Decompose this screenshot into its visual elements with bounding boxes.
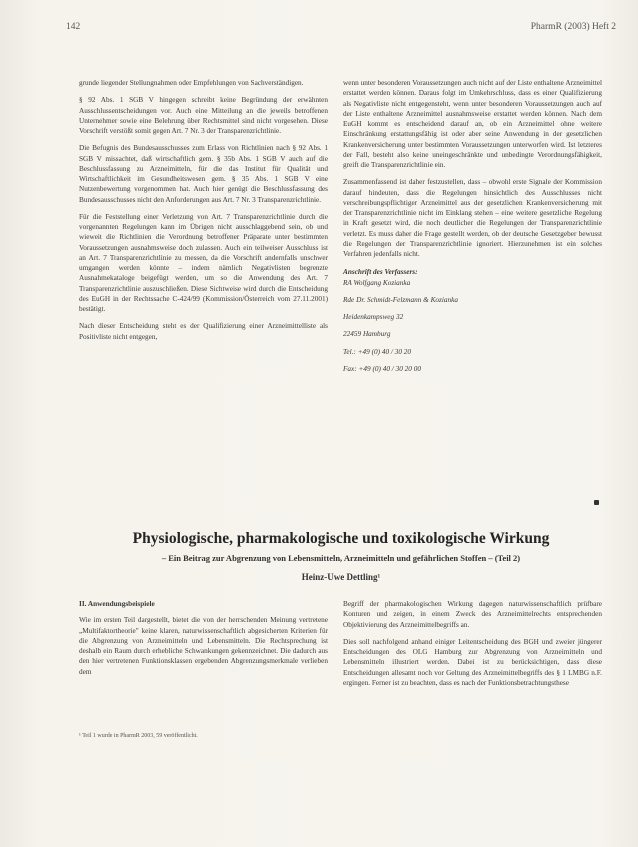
address-line: RA Wolfgang Kozianka <box>343 278 411 287</box>
paragraph: Nach dieser Entscheidung steht es der Qualifizierung einer Arzneimittelliste als Positivliste nicht entgegen, <box>79 322 328 341</box>
section-heading: II. Anwendungsbeispiele <box>79 600 155 608</box>
paragraph: Wie im ersten Teil dargestellt, bietet die von der herrschenden Meinung vertretene „Multifaktortheorie" keine klaren, naturwissenschaftlich abgesicherten Kriterien für die Abgrenzung von Arzneimitteln und Lebensmitteln. Die Rechtsprechung ist deshalb ein Raum durch erhebliche Schwankungen gekennzeichnet. Die dadurch aus den hier vertretenen Funktionsklassen ergebenden Abgrenzungsmerkmale verlieben dem <box>79 616 328 676</box>
running-title: PharmR (2003) Heft 2 <box>530 22 616 32</box>
footnote: ¹ Teil 1 wurde in PharmR 2003, 59 veröffentlicht. <box>79 733 198 739</box>
column-3 <box>79 599 328 684</box>
page-number: 142 <box>66 22 81 32</box>
paragraph: grunde liegender Stellungnahmen oder Empfehlungen von Sachverständigen. <box>79 79 304 87</box>
paragraph: § 92 Abs. 1 SGB V hingegen schreibt keine Begründung der erwähnten Ausschlussentscheidungen vor. Auch eine Mitteilung an die jeweils betroffenen Unternehmer sowie eine Belehrung über Rechtsmittel sind nicht vorgesehen. Diese Vorschrift verstößt somit gegen Art. 7 Nr. 3 der Transparenzrichtlinie. <box>79 96 328 135</box>
address-line: 22459 Hamburg <box>343 330 391 339</box>
address-line: Fax: +49 (0) 40 / 30 20 00 <box>343 364 421 373</box>
paragraph: wenn unter besonderen Voraussetzungen auch nicht auf der Liste enthaltene Arzneimittel erstattet werden können. Daraus folgt im Umkehrschluss, dass es einer Qualifizierung als Negativliste nicht entgegensteht, wenn unter besonderen Voraussetzungen auch auf der Liste enthaltene Arzneimittel ausnahmsweise erstattet werden können. Nach dem EuGH kommt es entscheidend darauf an, ob ein Arzneimittel ohne weitere Einschränkung erstattungsfähig ist oder aber seine Anwendung in der gesetzlichen Krankenversicherung unter bestimmten Voraussetzungen unterworfen wird. Ist letzteres der Fall, besteht also keine uneingeschränkte und unbedingte Verordnungsfähigkeit, greift die Transparenzrichtlinie ein. <box>343 79 602 169</box>
paragraph: Die Befugnis des Bundesausschusses zum Erlass von Richtlinien nach § 92 Abs. 1 SGB V missachtet, daß wirtschaftlich gem. § 35b Abs. 1 SGB V auch auf die Beschlussfassung zu Arzneimitteln, für die das Institut für Qualität und Wirtschaftlichkeit im Gesundheitswesen gem. § 35 Abs. 1 SGB V eine Nutzenbewertung vorgenommen hat. Auch hier genügt die Beschlussfassung des Bundesausschusses nicht den Anforderungen aus Art. 7 Nr. 3 Transparenzrichtlinie. <box>79 144 328 204</box>
paragraph: Dies soll nachfolgend anhand einiger Leitentscheidung des BGH und zweier jüngerer Entscheidungen des OLG Hamburg zur Abgrenzung von Arzneimitteln und Lebensmitteln illustriert werden. Dabei ist zu berücksichtigen, dass diese Entscheidungen allesamt noch vor Geltung des Arzneimittelbegriffs des § 1 LMBG n.F. ergingen. Ferner ist zu beachten, dass es nach der Funktionsbetrachtungsthese <box>343 637 602 687</box>
column-1 <box>79 78 328 349</box>
article-subtitle: – Ein Beitrag zur Abgrenzung von Lebensmitteln, Arzneimitteln und gefährlichen Stoffen – (Teil 2) <box>161 553 521 563</box>
article-author: Heinz-Uwe Dettling¹ <box>301 572 381 582</box>
page-header <box>66 22 616 36</box>
paragraph: Zusammenfassend ist daher festzustellen, dass – obwohl erste Signale der Kommission darauf hindeuten, dass die Regelungen hinsichtlich des Ausschlusses nicht verschreibungspflichtiger Arzneimittel aus der gesetzlichen Krankenversicherung mit der Transparenzrichtlinie nicht im Einklang stehen – eine weitere gesetzliche Regelung in Kraft gesetzt wird, die noch deutlicher die Regelungen der Transparenzrichtlinie verletzt. Es muss daher die Frage gestellt werden, ob der deutsche Gesetzgeber bewusst die Regelungen der Transparenzrichtlinie ignoriert. Hierzunehmen ist ein solches Verfahren jedenfalls nicht. <box>343 178 602 258</box>
end-of-article-mark <box>594 500 599 505</box>
paragraph: Begriff der pharmakologischen Wirkung dagegen naturwissenschaftlich prüfbare Konturen und zeigen, in einem Zweck des Arzneimittelrechts entsprechenden Objektivierung des Arzneimittelbegriffs an. <box>343 600 602 629</box>
address-line: Heidenkampsweg 32 <box>343 313 404 321</box>
paragraph: Für die Feststellung einer Verletzung von Art. 7 Transparenzrichtlinie durch die vorgenannten Regelungen kann im Übrigen nicht ausschlaggebend sein, ob und wieweit die Richtlinien die Verordnung betroffener Präparate unter bestimmten Voraussetzungen ausnahmsweise doch zulassen. Auch ein teilweiser Ausschluss ist an Art. 7 Transparenzrichtlinie zu messen, da die Vorschrift andernfalls unschwer umgangen werden könnte – indem nämlich Negativlisten begrenzte Ausnahmekataloge beigefügt werden, um so die Anwendung des Art. 7 Transparenzrichtlinie auszuschließen. Diese Sichtweise wird durch die Entscheidung des EuGH in der Rechtssache C-424/99 (Kommission/Österreich vom 27.11.2001) bestätigt. <box>79 212 328 313</box>
author-address-heading: Anschrift des Verfassers: <box>343 268 418 277</box>
article-title: Physiologische, pharmakologische und toxikologische Wirkung <box>132 530 550 547</box>
column-4 <box>343 599 602 695</box>
address-line: Rde Dr. Schmidt-Felzmann & Kozianka <box>343 295 458 304</box>
address-line: Tel.: +49 (0) 40 / 30 20 <box>343 347 412 356</box>
column-2 <box>343 78 602 381</box>
